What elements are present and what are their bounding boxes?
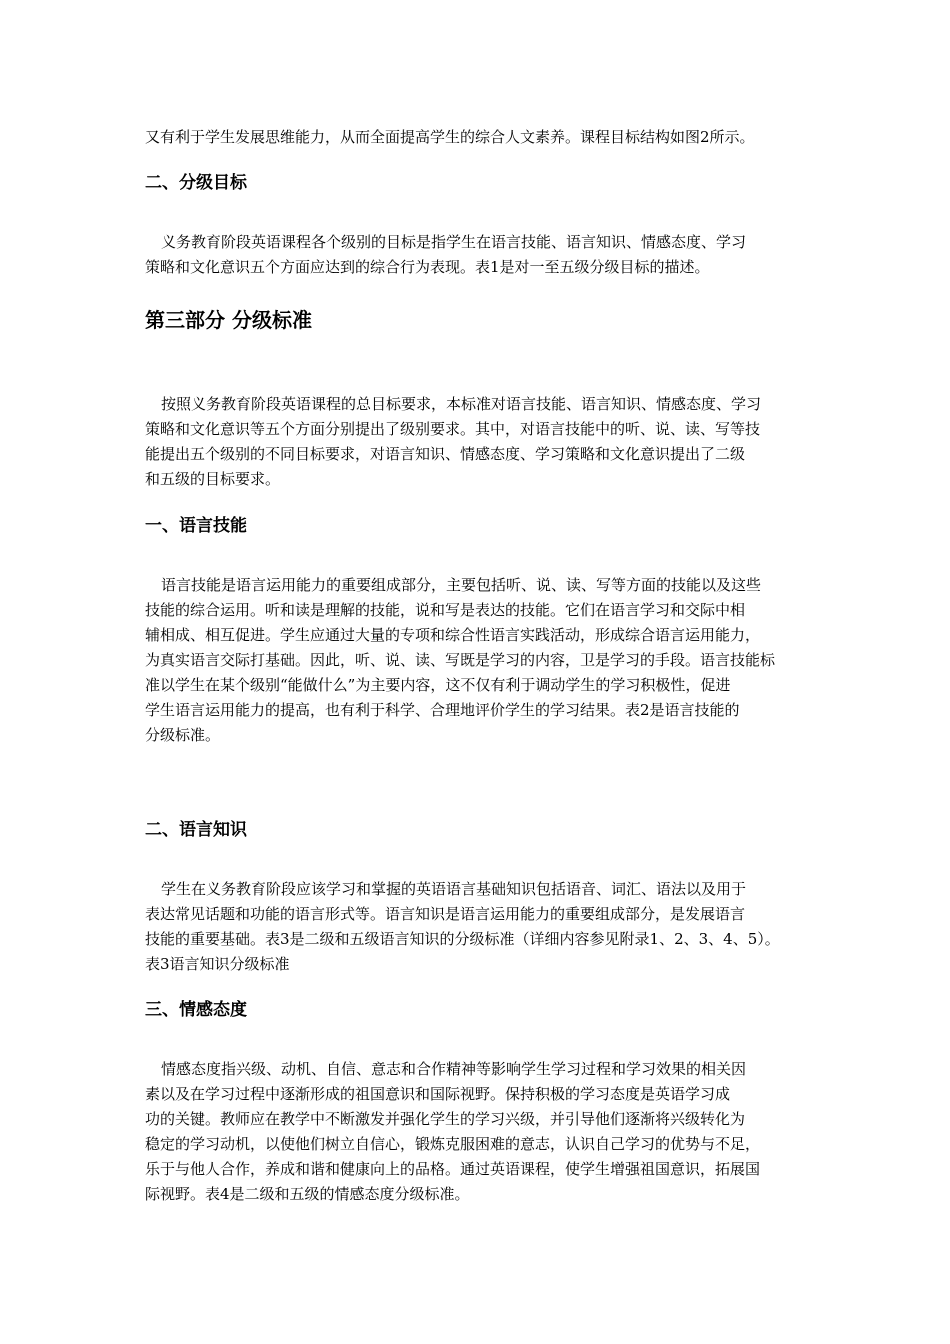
paragraph-line: 为真实语言交际打基础。因此，听、说、读、写既是学习的内容，卫是学习的手段。语言技能标 (145, 651, 776, 669)
paragraph-line: 和五级的目标要求。 (145, 470, 281, 488)
paragraph-line: 策略和文化意识五个方面应达到的综合行为表现。表1是对一至五级分级目标的描述。 (145, 258, 710, 276)
heading-yuyan-zhishi: 二、语言知识 (145, 820, 247, 840)
part-heading: 第三部分 分级标准 (145, 308, 312, 332)
heading-fenji-mubiao: 二、分级目标 (145, 173, 247, 193)
heading-qinggan-taidu: 三、情感态度 (145, 1000, 247, 1020)
paragraph-line: 素以及在学习过程中逐渐形成的祖国意识和国际视野。保持积极的学习态度是英语学习成 (145, 1085, 731, 1103)
paragraph-line: 际视野。表4是二级和五级的情感态度分级标准。 (145, 1185, 470, 1203)
paragraph-line: 分级标准。 (145, 726, 221, 744)
heading-yuyan-jineng: 一、语言技能 (145, 516, 247, 536)
paragraph-line: 学生语言运用能力的提高，也有利于科学、合理地评价学生的学习结果。表2是语言技能的 (145, 701, 740, 719)
paragraph-line: 能提出五个级别的不同目标要求，对语言知识、情感态度、学习策略和文化意识提出了二级 (145, 445, 746, 463)
paragraph-line: 功的关键。教师应在教学中不断激发并强化学生的学习兴级，并引导他们逐渐将兴级转化为 (145, 1110, 746, 1128)
intro-line: 又有利于学生发展思维能力，从而全面提高学生的综合人文素养。课程目标结构如图2所示。 (145, 128, 755, 146)
paragraph-line: 语言技能是语言运用能力的重要组成部分，主要包括听、说、读、写等方面的技能以及这些 (161, 576, 762, 594)
paragraph-line: 表3语言知识分级标准 (145, 955, 290, 973)
paragraph-line: 按照义务教育阶段英语课程的总目标要求，本标准对语言技能、语言知识、情感态度、学习 (161, 395, 762, 413)
paragraph-line: 乐于与他人合作，养成和谐和健康向上的品格。通过英语课程，使学生增强祖国意识，拓展国 (145, 1160, 761, 1178)
paragraph-line: 技能的重要基础。表3是二级和五级语言知识的分级标准（详细内容参见附录1、2、3、4、5）。 (145, 930, 780, 948)
paragraph-line: 准以学生在某个级别“能做什么”为主要内容，这不仅有利于调动学生的学习积极性，促进 (145, 676, 731, 694)
paragraph-line: 策略和文化意识等五个方面分别提出了级别要求。其中，对语言技能中的听、说、读、写等技 (145, 420, 761, 438)
paragraph-line: 辅相成、相互促进。学生应通过大量的专项和综合性语言实践活动，形成综合语言运用能力， (145, 626, 761, 644)
paragraph-line: 表达常见话题和功能的语言形式等。语言知识是语言运用能力的重要组成部分，是发展语言 (145, 905, 746, 923)
paragraph-line: 学生在义务教育阶段应该学习和掌握的英语语言基础知识包括语音、词汇、语法以及用于 (161, 880, 747, 898)
paragraph-line: 义务教育阶段英语课程各个级别的目标是指学生在语言技能、语言知识、情感态度、学习 (161, 233, 747, 251)
paragraph-line: 技能的综合运用。听和读是理解的技能，说和写是表达的技能。它们在语言学习和交际中相 (145, 601, 746, 619)
paragraph-line: 稳定的学习动机，以使他们树立自信心，锻炼克服困难的意志，认识自己学习的优势与不足， (145, 1135, 761, 1153)
paragraph-line: 情感态度指兴级、动机、自信、意志和合作精神等影响学生学习过程和学习效果的相关因 (161, 1060, 747, 1078)
